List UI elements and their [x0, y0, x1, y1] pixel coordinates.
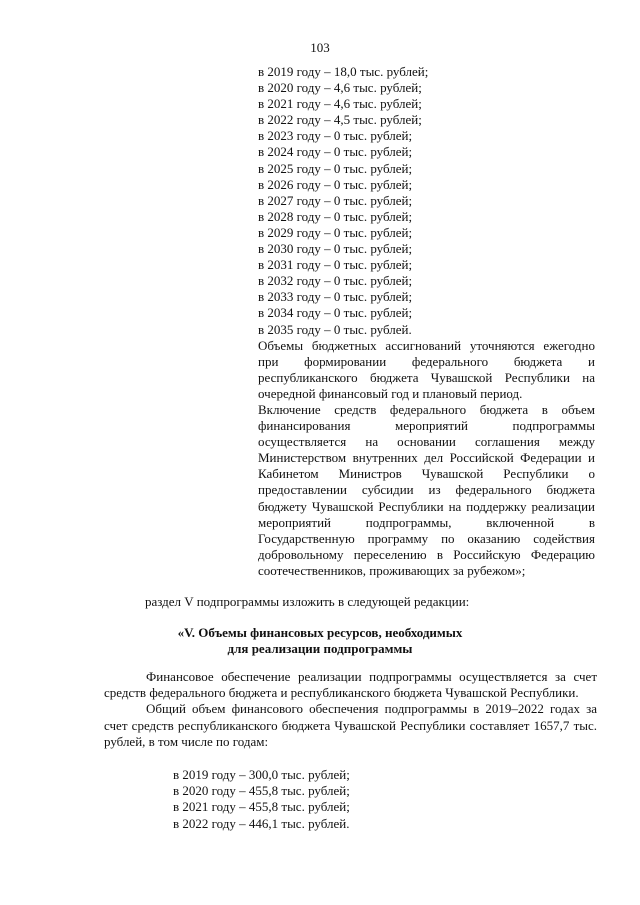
year-funding-line-2034: в 2034 году – 0 тыс. рублей;: [258, 305, 413, 321]
republican-funding-line-2021: в 2021 году – 455,8 тыс. рублей;: [173, 799, 350, 815]
year-funding-line-2025: в 2025 году – 0 тыс. рублей;: [258, 160, 413, 176]
year-funding-line-2026: в 2026 году – 0 тыс. рублей;: [258, 176, 413, 192]
year-funding-line-2022: в 2022 году – 4,5 тыс. рублей;: [258, 112, 422, 128]
year-funding-line-2027: в 2027 году – 0 тыс. рублей;: [258, 192, 413, 208]
page-number: 103: [310, 40, 330, 55]
year-funding-line-2028: в 2028 году – 0 тыс. рублей;: [258, 208, 413, 224]
section-intro-text: раздел V подпрограммы изложить в следующей редакции:: [145, 594, 470, 609]
section-heading-line-2: для реализации подпрограммы: [227, 641, 413, 656]
year-funding-line-2032: в 2032 году – 0 тыс. рублей;: [258, 273, 413, 289]
year-funding-line-2035: в 2035 году – 0 тыс. рублей.: [258, 321, 412, 337]
year-funding-line-2031: в 2031 году – 0 тыс. рублей;: [258, 257, 413, 273]
total-volume-paragraph: Общий объем финансового обеспечения подпрограммы в 2019–2022 годах за счет средств республиканского бюджета Чувашской Республики составляет 1657,7 тыс. рублей, в том числе по годам:: [104, 701, 597, 749]
year-funding-line-2033: в 2033 году – 0 тыс. рублей;: [258, 289, 413, 305]
section-body: [104, 669, 597, 750]
funding-by-year-column: [258, 64, 595, 579]
year-funding-line-2030: в 2030 году – 0 тыс. рублей;: [258, 241, 413, 257]
section-heading-line-1: «V. Объемы финансовых ресурсов, необходимых: [177, 625, 463, 640]
year-funding-line-2023: в 2023 году – 0 тыс. рублей;: [258, 128, 413, 144]
republican-funding-line-2019: в 2019 году – 300,0 тыс. рублей;: [173, 767, 350, 782]
section-heading: [0, 625, 640, 657]
year-funding-line-2021: в 2021 году – 4,6 тыс. рублей;: [258, 96, 422, 112]
republican-funding-line-2020: в 2020 году – 455,8 тыс. рублей;: [173, 783, 350, 799]
year-funding-line-2024: в 2024 году – 0 тыс. рублей;: [258, 144, 413, 160]
republican-funding-by-year: [173, 767, 350, 832]
republican-funding-line-2022: в 2022 году – 446,1 тыс. рублей.: [173, 815, 350, 831]
year-funding-line-2029: в 2029 году – 0 тыс. рублей;: [258, 224, 413, 240]
financing-source-paragraph: Финансовое обеспечение реализации подпрограммы осуществляется за счет средств федерального бюджета и республиканского бюджета Чувашской Республики.: [104, 669, 597, 701]
year-funding-line-2020: в 2020 году – 4,6 тыс. рублей;: [258, 80, 422, 96]
budget-clarification-paragraph: Объемы бюджетных ассигнований уточняются ежегодно при формировании федерального бюджета и республиканского бюджета Чувашской Республики на очередной финансовый год и плановый период.: [258, 337, 595, 401]
federal-inclusion-paragraph: Включение средств федерального бюджета в объем финансирования мероприятий подпрограммы осуществляется на основании соглашения между Министерством внутренних дел Российской Федерации и Кабинетом Министров Чувашской Республики о предоставлении субсидии из федерального бюджета бюджету Чувашской Республики на поддержку реализации мероприятий подпрограммы, включенной в Государственную программу по оказанию содействия добровольному переселению в Российскую Федерацию соотечественников, проживающих за рубежом»;: [258, 401, 595, 578]
year-funding-line-2019: в 2019 году – 18,0 тыс. рублей;: [258, 64, 429, 79]
